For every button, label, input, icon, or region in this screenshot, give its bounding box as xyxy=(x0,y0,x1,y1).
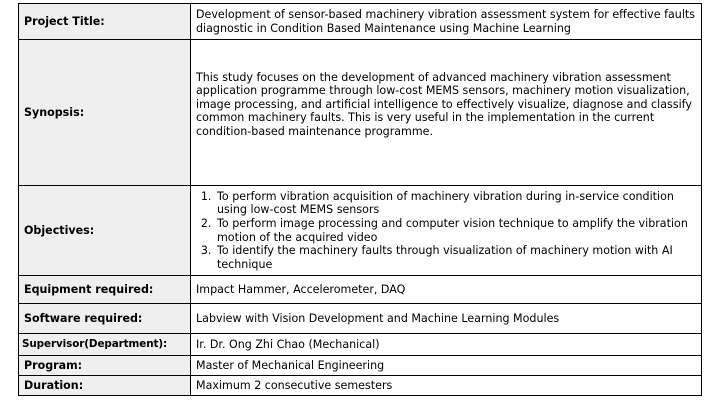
objective-item: 3. To identify the machinery faults through visualization of machinery motion with AI technique xyxy=(215,244,696,271)
synopsis-cell xyxy=(191,40,702,186)
objectives-list xyxy=(196,190,696,272)
synopsis-value: This study focuses on the development of advanced machinery vibration assessment application programme through low-cost MEMS sensors, machinery motion visualization, image processing, and artificial intelligence to effectively visualize, diagnose and classify common machinery faults. This is very useful in the implementation in the current condition-based maintenance programme. xyxy=(196,70,692,138)
row-synopsis xyxy=(19,40,702,186)
row-project-title xyxy=(19,4,702,40)
project-details-table xyxy=(18,3,702,396)
supervisor-value: Ir. Dr. Ong Zhi Chao (Mechanical) xyxy=(191,334,702,356)
row-objectives xyxy=(19,186,702,276)
project-title-value: Development of sensor-based machinery vibration assessment system for effective faults diagnostic in Condition Based Maintenance using Machine Learning xyxy=(191,4,702,40)
row-software xyxy=(19,304,702,334)
row-supervisor xyxy=(19,334,702,356)
equipment-value: Impact Hammer, Accelerometer, DAQ xyxy=(191,276,702,304)
row-equipment xyxy=(19,276,702,304)
objectives-label: Objectives: xyxy=(19,186,191,276)
row-program xyxy=(19,356,702,376)
duration-value: Maximum 2 consecutive semesters xyxy=(191,376,702,396)
synopsis-label: Synopsis: xyxy=(19,40,191,186)
objective-item: 2. To perform image processing and computer vision technique to amplify the vibration motion of the acquired video xyxy=(215,217,696,244)
objectives-cell xyxy=(191,186,702,276)
program-value: Master of Mechanical Engineering xyxy=(191,356,702,376)
software-value: Labview with Vision Development and Machine Learning Modules xyxy=(191,304,702,334)
equipment-label: Equipment required: xyxy=(19,276,191,304)
software-label: Software required: xyxy=(19,304,191,334)
supervisor-label: Supervisor(Department): xyxy=(19,334,191,356)
objective-item: 1. To perform vibration acquisition of machinery vibration during in-service condition using low-cost MEMS sensors xyxy=(215,190,696,217)
row-duration xyxy=(19,376,702,396)
program-label: Program: xyxy=(19,356,191,376)
duration-label: Duration: xyxy=(19,376,191,396)
project-title-label: Project Title: xyxy=(19,4,191,40)
